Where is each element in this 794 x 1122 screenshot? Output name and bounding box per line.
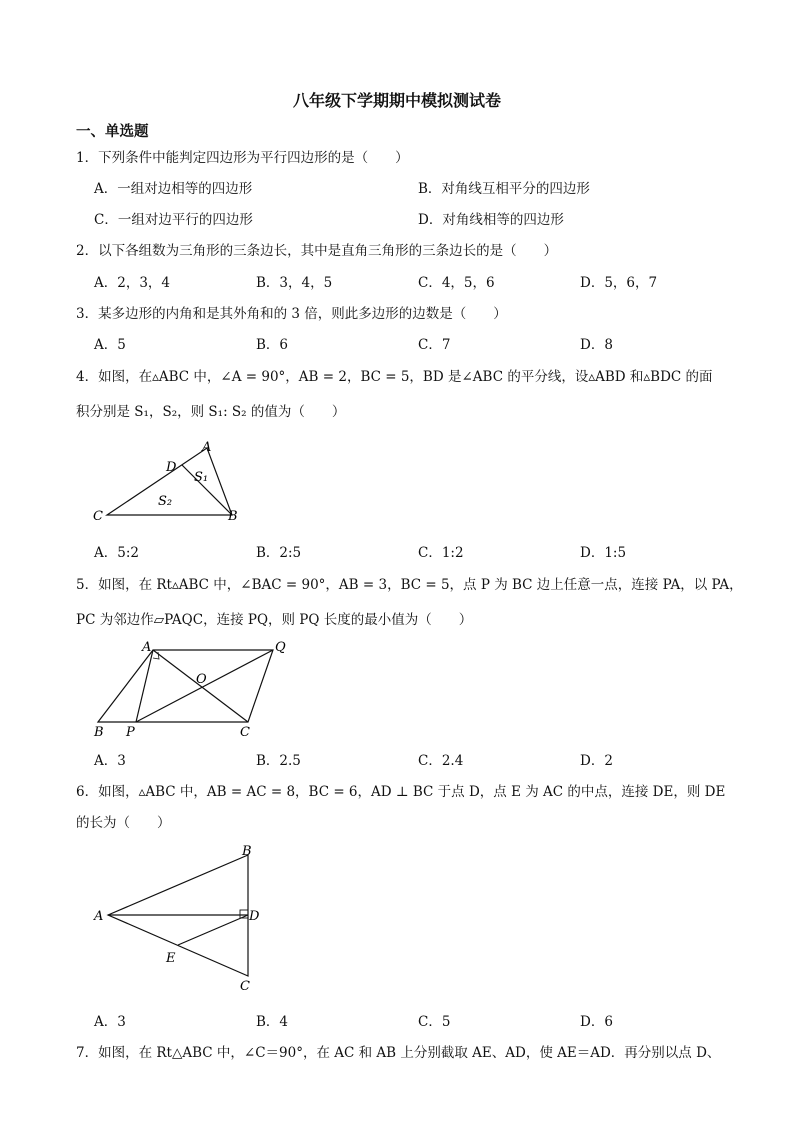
question-4-option-c: C．1:2 (418, 545, 464, 561)
question-4-figure (90, 435, 250, 535)
question-1-stem: 1．下列条件中能判定四边形为平行四边形的是（ ） (76, 150, 409, 166)
question-7-stem-line1: 7．如图，在 Rt△ABC 中，∠C＝90°，在 AC 和 AB 上分别截取 AE、AD，使 AE＝AD．再分别以点 D、 (76, 1045, 721, 1061)
question-6-option-c: C．5 (418, 1014, 451, 1030)
question-2-option-b: B．3，4，5 (256, 275, 333, 291)
question-6-stem-line1: 6．如图，▵ABC 中，AB = AC = 8，BC = 6，AD ⊥ BC 于点 D，点 E 为 AC 的中点，连接 DE，则 DE (76, 784, 726, 800)
question-4-stem-line2: 积分别是 S₁，S₂，则 S₁: S₂ 的值为（ ） (76, 404, 346, 420)
question-5-option-a: A．3 (94, 753, 126, 769)
fig6-label-d: D (249, 909, 260, 924)
question-5-stem-line2: PC 为邻边作▱PAQC，连接 PQ，则 PQ 长度的最小值为（ ） (76, 612, 473, 628)
question-1-option-a: A．一组对边相等的四边形 (94, 181, 253, 197)
question-2-option-d: D．5，6，7 (580, 275, 658, 291)
question-4-option-d: D．1:5 (580, 545, 627, 561)
question-5-stem-line1: 5．如图，在 Rt▵ABC 中，∠BAC = 90°，AB = 3，BC = 5，点 P 为 BC 边上任意一点，连接 PA，以 PA， (76, 577, 743, 593)
fig5-label-a: A (142, 640, 152, 655)
fig6-label-a: A (94, 909, 104, 924)
fig5-label-p: P (126, 725, 135, 740)
fig5-label-o: O (196, 672, 207, 687)
fig5-label-c: C (240, 725, 250, 740)
question-2-stem: 2．以下各组数为三角形的三条边长，其中是直角三角形的三条边长的是（ ） (76, 243, 558, 259)
question-4-stem-line1: 4．如图，在▵ABC 中，∠A = 90°，AB = 2，BC = 5，BD 是∠ABC 的平分线，设▵ABD 和▵BDC 的面 (76, 369, 713, 385)
fig5-label-b: B (94, 725, 104, 740)
question-6-option-a: A．3 (94, 1014, 126, 1030)
question-3-option-d: D．8 (580, 337, 613, 353)
fig4-label-s2: S₂ (158, 494, 173, 509)
section-heading: 一、单选题 (76, 124, 149, 140)
question-2-option-a: A．2，3，4 (94, 275, 171, 291)
question-4-option-a: A．5:2 (94, 545, 139, 561)
question-5-option-d: D．2 (580, 753, 613, 769)
question-3-option-c: C．7 (418, 337, 451, 353)
question-1-option-c: C．一组对边平行的四边形 (94, 212, 253, 228)
question-3-option-b: B．6 (256, 337, 289, 353)
question-3-stem: 3．某多边形的内角和是其外角和的 3 倍，则此多边形的边数是（ ） (76, 306, 507, 322)
fig6-label-b: B (242, 844, 252, 859)
fig4-label-d: D (166, 460, 177, 475)
question-6-stem-line2: 的长为（ ） (76, 815, 171, 831)
fig4-label-s1: S₁ (194, 470, 209, 485)
question-5-option-c: C．2.4 (418, 753, 464, 769)
fig4-label-b: B (228, 509, 238, 524)
fig6-label-e: E (166, 951, 176, 966)
fig6-label-c: C (240, 979, 250, 994)
question-6-option-b: B．4 (256, 1014, 289, 1030)
question-6-option-d: D．6 (580, 1014, 613, 1030)
fig5-label-q: Q (275, 640, 286, 655)
question-1-option-b: B．对角线互相平分的四边形 (418, 181, 590, 197)
question-5-figure (90, 635, 310, 740)
question-1-option-d: D．对角线相等的四边形 (418, 212, 564, 228)
question-4-option-b: B．2:5 (256, 545, 302, 561)
fig4-label-a: A (202, 440, 212, 455)
fig4-label-c: C (93, 509, 103, 524)
question-6-figure (90, 840, 280, 1000)
page-title: 八年级下学期期中模拟测试卷 (292, 91, 501, 110)
question-5-option-b: B．2.5 (256, 753, 301, 769)
question-3-option-a: A．5 (94, 337, 126, 353)
question-2-option-c: C．4，5，6 (418, 275, 495, 291)
